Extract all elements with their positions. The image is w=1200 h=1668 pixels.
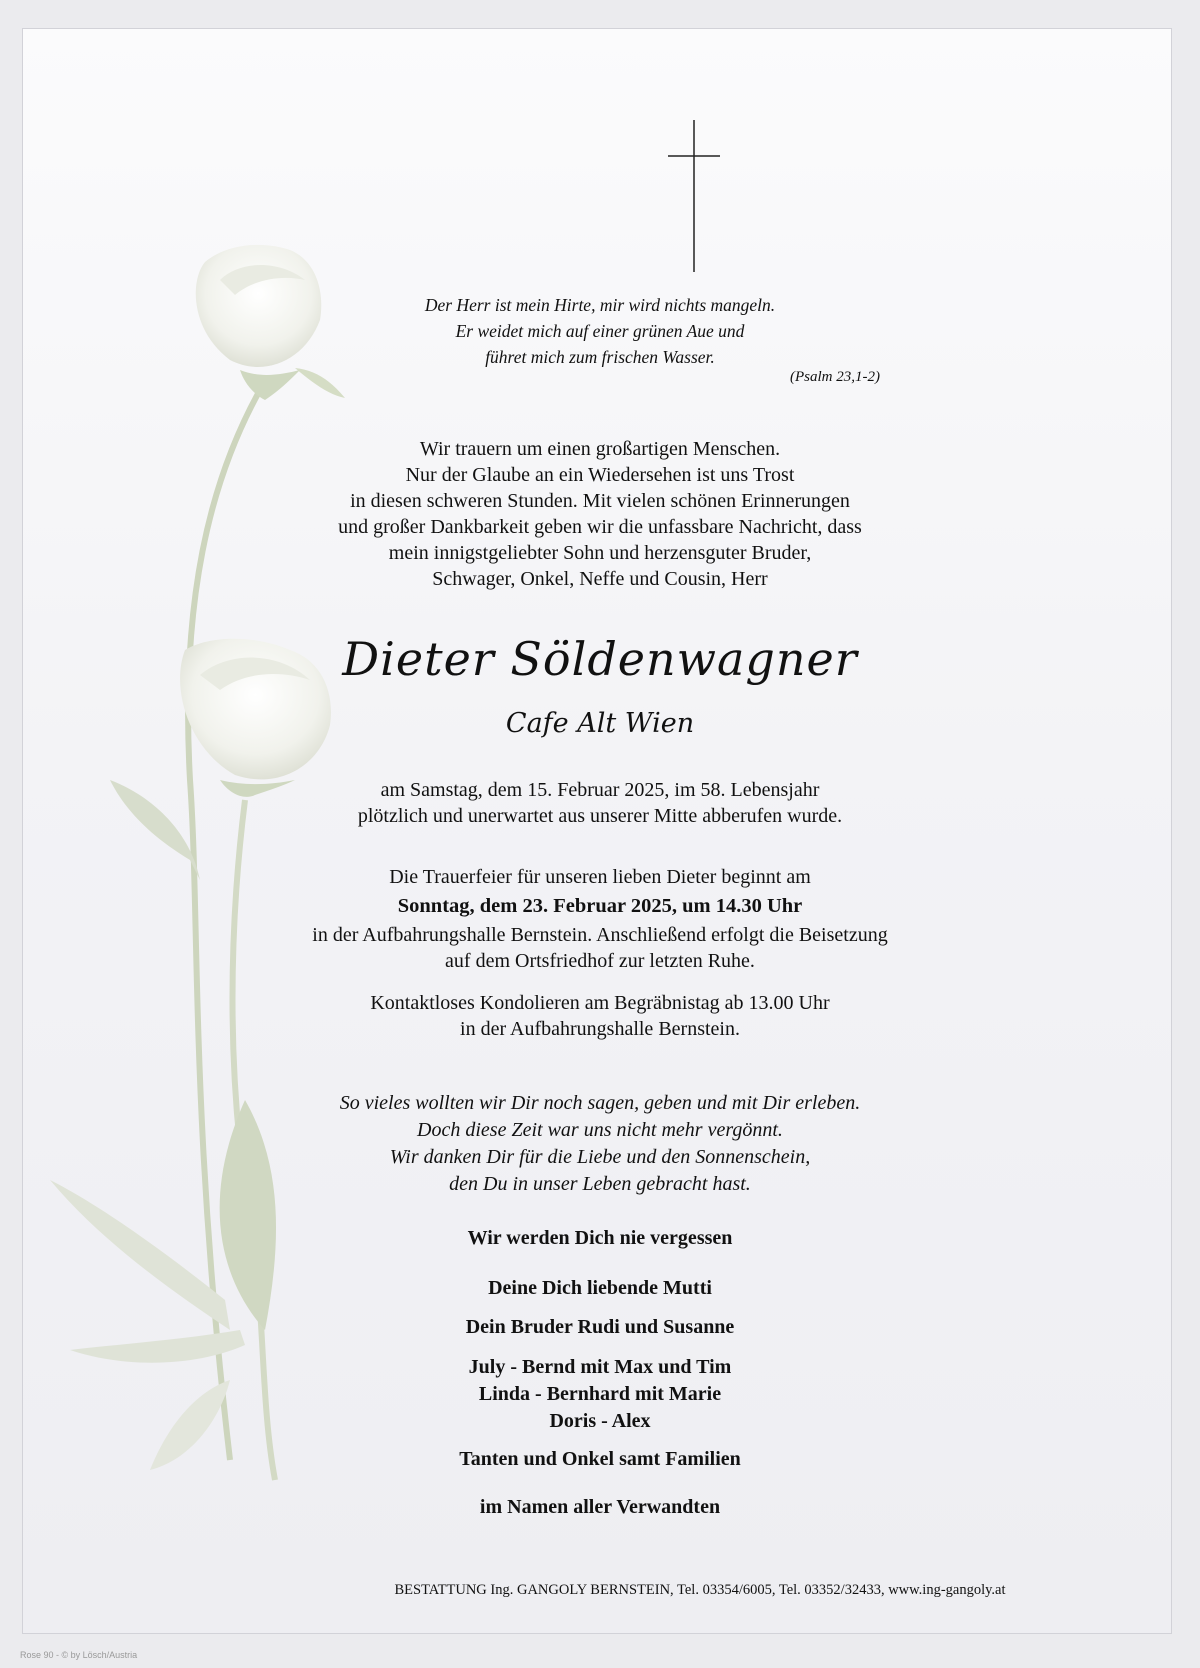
- death-line: am Samstag, dem 15. Februar 2025, im 58. Lebensjahr: [380, 779, 820, 801]
- death-notice: [0, 777, 1200, 829]
- intro-text: [0, 436, 1200, 592]
- intro-line: mein innigstgeliebter Sohn und herzensguter Bruder,: [388, 542, 812, 564]
- relatives-line: Tanten und Onkel samt Familien: [459, 1448, 741, 1470]
- nieces-nephews: [0, 1354, 1200, 1435]
- poem-line: den Du in unser Leben gebracht hast.: [449, 1173, 751, 1195]
- death-line: plötzlich und unerwartet aus unserer Mitte abberufen wurde.: [357, 805, 843, 827]
- funeral-date: Sonntag, dem 23. Februar 2025, um 14.30 Uhr: [397, 895, 803, 917]
- funeral-line: in der Aufbahrungshalle Bernstein. Anschließend erfolgt die Beisetzung: [312, 924, 888, 946]
- family-line: July - Bernd mit Max und Tim: [468, 1356, 732, 1378]
- intro-line: und großer Dankbarkeit geben wir die unfassbare Nachricht, dass: [338, 516, 862, 538]
- poem-line: Doch diese Zeit war uns nicht mehr vergönnt.: [417, 1119, 783, 1141]
- psalm-verse: [0, 292, 1200, 370]
- intro-line: in diesen schweren Stunden. Mit vielen schönen Erinnerungen: [350, 490, 850, 512]
- family-line: Doris - Alex: [549, 1410, 651, 1432]
- funeral-home-footer: BESTATTUNG Ing. GANGOLY BERNSTEIN, Tel. 03354/6005, Tel. 03352/32433, www.ing-gangoly.at: [394, 1582, 1006, 1598]
- condolence-line: in der Aufbahrungshalle Bernstein.: [460, 1018, 740, 1040]
- poem-line: Wir danken Dir für die Liebe und den Sonnenschein,: [389, 1146, 811, 1168]
- on-behalf-line: im Namen aller Verwandten: [479, 1496, 721, 1518]
- psalm-line: Er weidet mich auf einer grünen Aue und: [455, 321, 745, 341]
- psalm-line: Der Herr ist mein Hirte, mir wird nichts mangeln.: [424, 295, 776, 315]
- white-roses-illustration: [30, 220, 350, 1500]
- family-line: Linda - Bernhard mit Marie: [478, 1383, 722, 1405]
- condolence-line: Kontaktloses Kondolieren am Begräbnistag ab 13.00 Uhr: [370, 992, 830, 1014]
- intro-line: Schwager, Onkel, Neffe und Cousin, Herr: [432, 568, 768, 590]
- cross-icon: [0, 0, 1200, 300]
- funeral-line: Die Trauerfeier für unseren lieben Dieter beginnt am: [389, 866, 811, 888]
- intro-line: Nur der Glaube an ein Wiedersehen ist uns Trost: [405, 464, 795, 486]
- condolence-info: [0, 990, 1200, 1042]
- never-forget-line: Wir werden Dich nie vergessen: [467, 1227, 733, 1249]
- psalm-line: führet mich zum frischen Wasser.: [485, 347, 715, 367]
- funeral-line: auf dem Ortsfriedhof zur letzten Ruhe.: [445, 950, 755, 972]
- image-credit: Rose 90 - © by Lösch/Austria: [20, 1650, 138, 1660]
- intro-line: Wir trauern um einen großartigen Menschen.: [419, 438, 781, 460]
- brother-line: Dein Bruder Rudi und Susanne: [465, 1316, 735, 1338]
- poem-line: So vieles wollten wir Dir noch sagen, geben und mit Dir erleben.: [339, 1092, 861, 1114]
- deceased-name: Dieter Söldenwagner: [342, 632, 858, 686]
- farewell-poem: [0, 1090, 1200, 1198]
- funeral-info: [0, 864, 1200, 974]
- deceased-subtitle: Cafe Alt Wien: [505, 708, 695, 739]
- psalm-reference: (Psalm 23,1-2): [790, 369, 880, 385]
- mother-line: Deine Dich liebende Mutti: [488, 1277, 712, 1299]
